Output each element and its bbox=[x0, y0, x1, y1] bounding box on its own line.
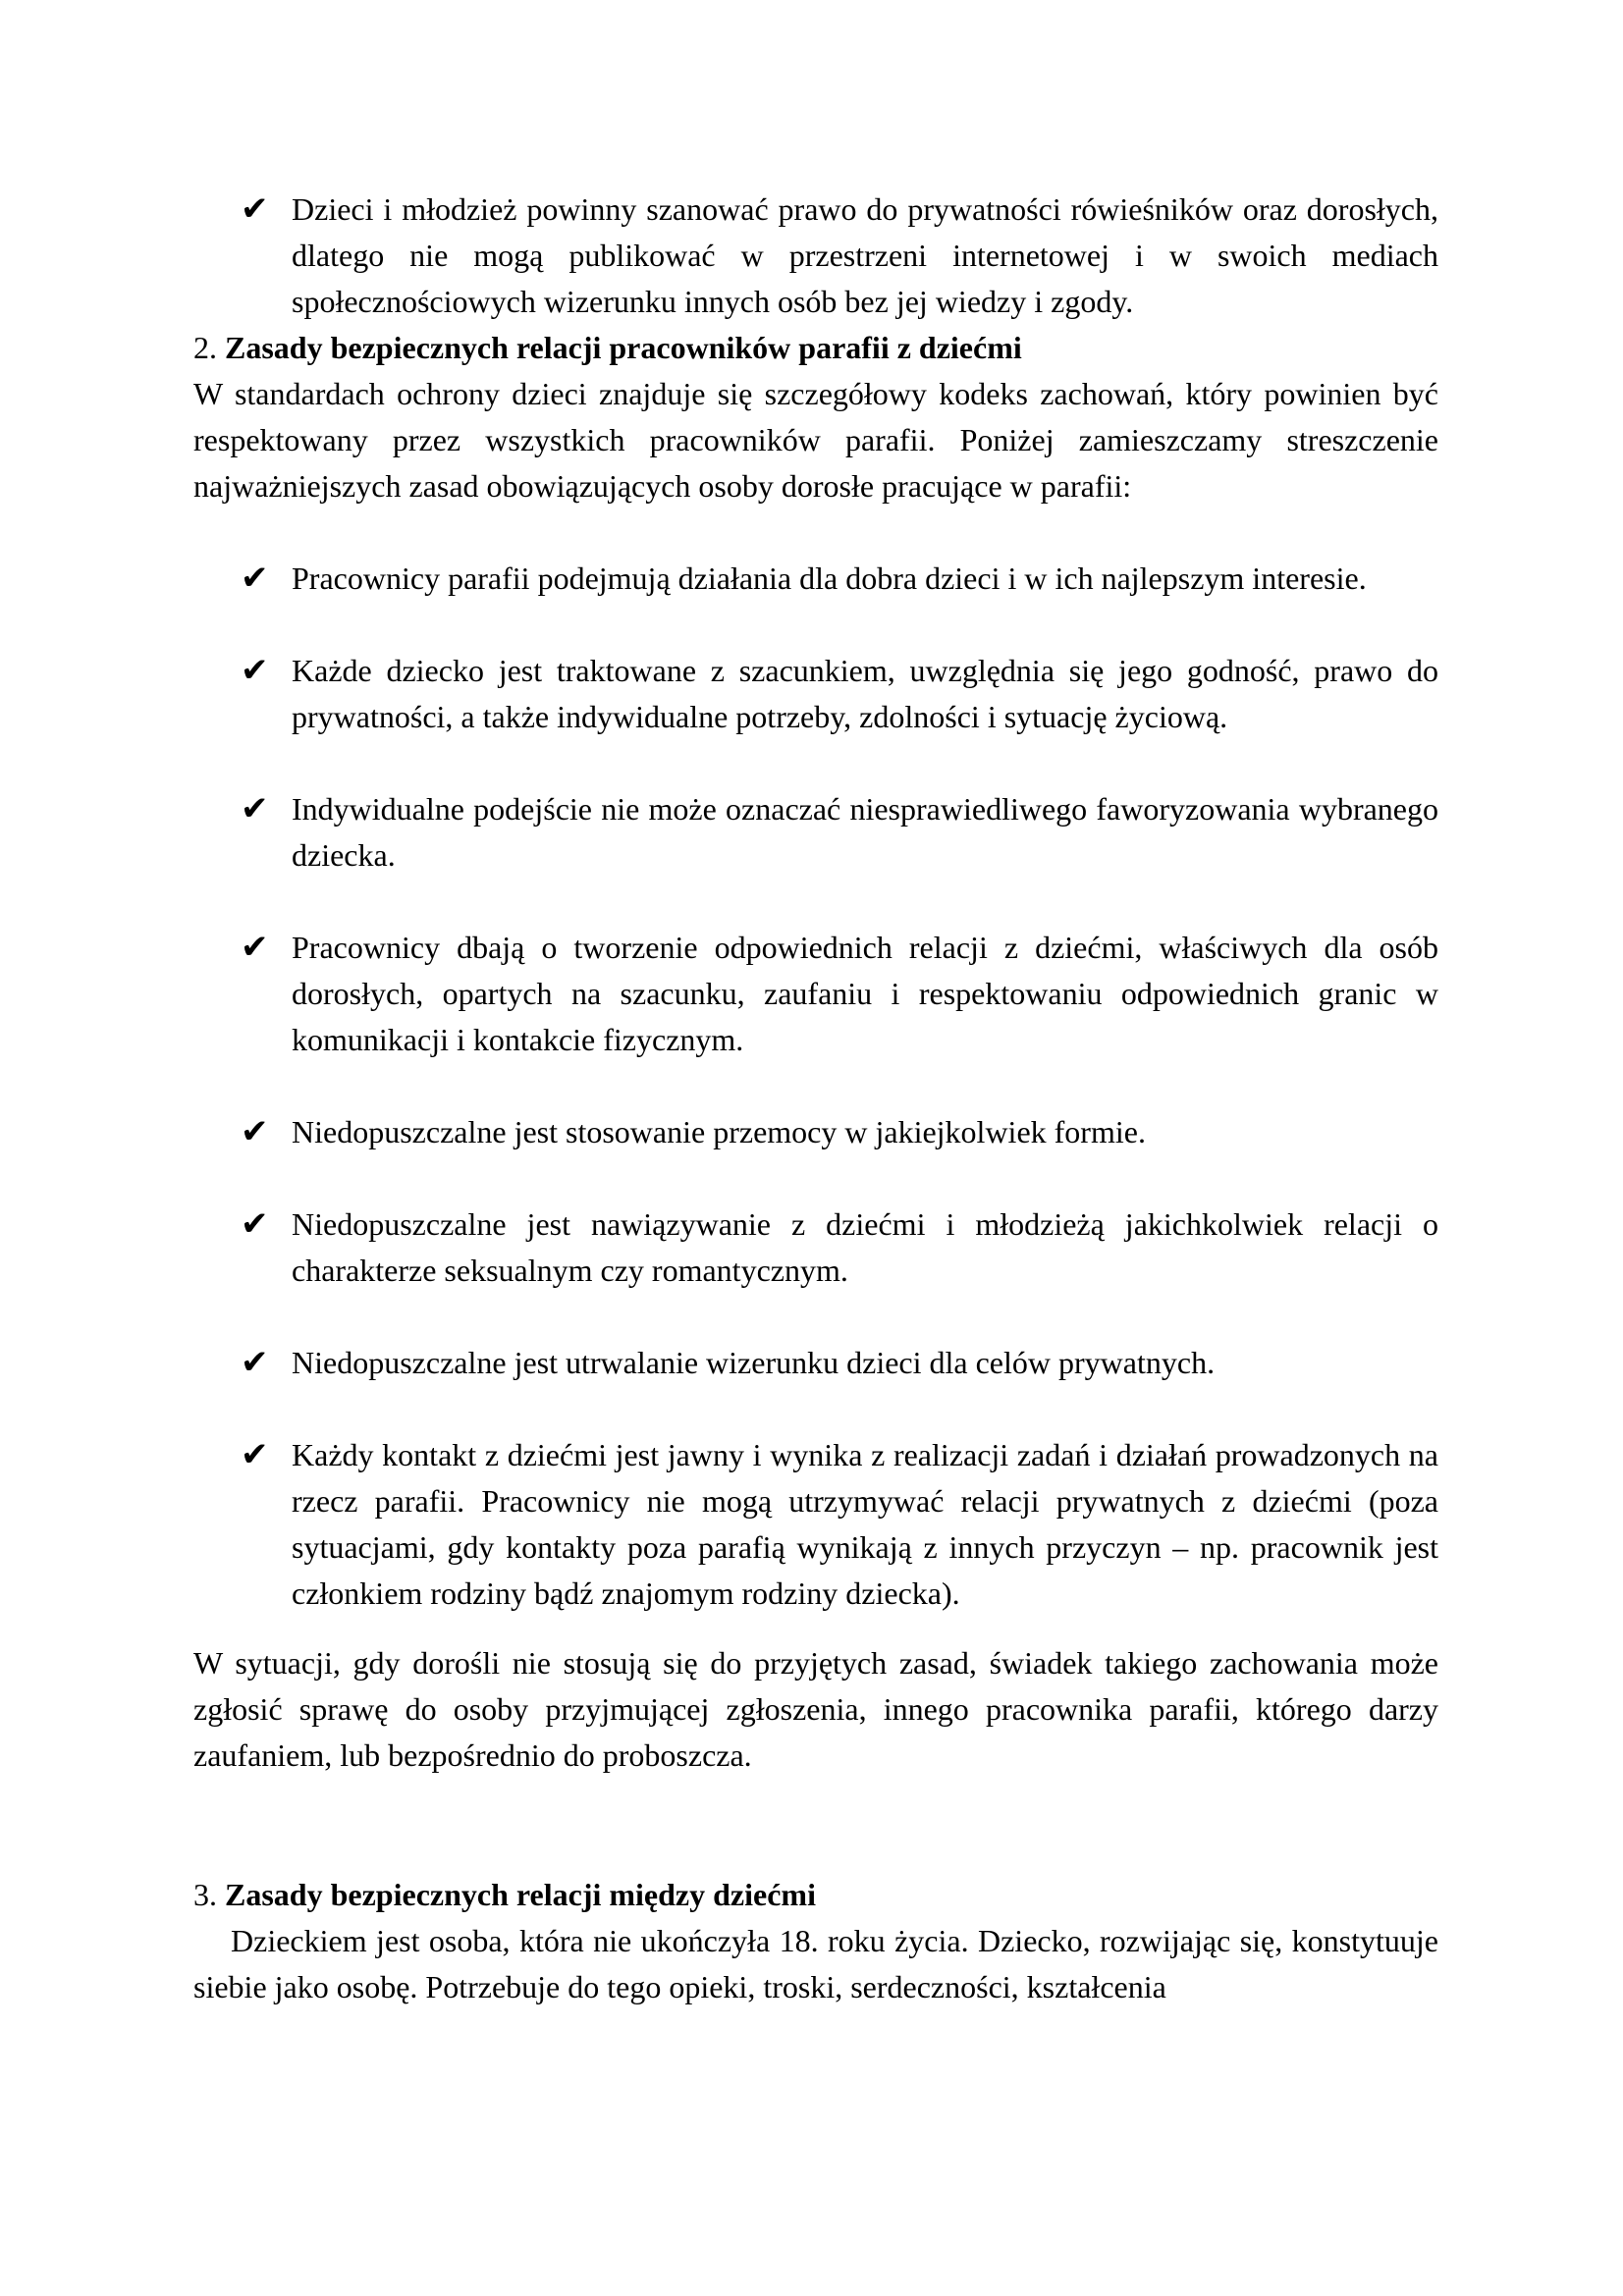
section-2-number: 2. bbox=[193, 330, 217, 365]
check-mark-icon: ✔ bbox=[241, 789, 269, 828]
checklist-section-2 bbox=[193, 556, 1438, 1617]
list-item-text: Pracownicy parafii podejmują działania dla dobra dzieci i w ich najlepszym interesie. bbox=[292, 561, 1367, 596]
list-item-text: Każdy kontakt z dziećmi jest jawny i wynika z realizacji zadań i działań prowadzonych na rzecz parafii. Pracownicy nie mogą utrzymywać relacji prywatnych z dziećmi (poza sytuacjami, gdy kontakty poza parafią wynikają z innych przyczyn – np. pracownik jest członkiem rodziny bądź znajomym rodziny dziecka). bbox=[292, 1437, 1438, 1611]
list-item bbox=[193, 1340, 1438, 1386]
list-item bbox=[193, 187, 1438, 325]
list-item bbox=[193, 1432, 1438, 1617]
list-item-text: Indywidualne podejście nie może oznaczać niesprawiedliwego faworyzowania wybranego dziecka. bbox=[292, 791, 1438, 873]
section-2-title: Zasady bezpiecznych relacji pracowników parafii z dziećmi bbox=[225, 330, 1022, 365]
check-mark-icon: ✔ bbox=[241, 1343, 269, 1382]
list-item-text: Niedopuszczalne jest nawiązywanie z dziećmi i młodzieżą jakichkolwiek relacji o charakterze seksualnym czy romantycznym. bbox=[292, 1206, 1438, 1288]
list-item bbox=[193, 648, 1438, 740]
section-3-heading bbox=[193, 1872, 1438, 1918]
check-mark-icon: ✔ bbox=[241, 189, 269, 229]
list-item bbox=[193, 1201, 1438, 1294]
list-item-text: Niedopuszczalne jest stosowanie przemocy w jakiejkolwiek formie. bbox=[292, 1114, 1146, 1149]
section-3-title: Zasady bezpiecznych relacji między dziećmi bbox=[225, 1877, 816, 1912]
section-3-intro: Dzieckiem jest osoba, która nie ukończyła 18. roku życia. Dziecko, rozwijając się, konstytuuje siebie jako osobę. Potrzebuje do tego opieki, troski, serdeczności, kształcenia bbox=[193, 1923, 1438, 2004]
check-mark-icon: ✔ bbox=[241, 928, 269, 967]
list-item-text: Każde dziecko jest traktowane z szacunkiem, uwzględnia się jego godność, prawo do prywatności, a także indywidualne potrzeby, zdolności i sytuację życiową. bbox=[292, 653, 1438, 734]
check-mark-icon: ✔ bbox=[241, 559, 269, 598]
list-item bbox=[193, 1109, 1438, 1155]
list-item bbox=[193, 556, 1438, 602]
section-2-closing: W sytuacji, gdy dorośli nie stosują się do przyjętych zasad, świadek takiego zachowania może zgłosić sprawę do osoby przyjmującej zgłoszenia, innego pracownika parafii, którego darzy zaufaniem, lub bezpośrednio do proboszcza. bbox=[193, 1645, 1438, 1773]
list-item bbox=[193, 925, 1438, 1063]
list-item-text: Pracownicy dbają o tworzenie odpowiednich relacji z dziećmi, właściwych dla osób dorosłych, opartych na szacunku, zaufaniu i respektowaniu odpowiednich granic w komunikacji i kontakcie fizycznym. bbox=[292, 930, 1438, 1057]
check-mark-icon: ✔ bbox=[241, 1204, 269, 1244]
check-mark-icon: ✔ bbox=[241, 1112, 269, 1151]
check-mark-icon: ✔ bbox=[241, 651, 269, 690]
section-3-number: 3. bbox=[193, 1877, 217, 1912]
document-page bbox=[193, 187, 1438, 2010]
list-item-text: Dzieci i młodzież powinny szanować prawo do prywatności rówieśników oraz dorosłych, dlatego nie mogą publikować w przestrzeni internetowej i w swoich mediach społecznościowych wizerunku innych osób bez jej wiedzy i zgody. bbox=[292, 191, 1438, 319]
list-item bbox=[193, 786, 1438, 879]
section-2-heading bbox=[193, 325, 1438, 371]
section-2-intro: W standardach ochrony dzieci znajduje się szczegółowy kodeks zachowań, który powinien być respektowany przez wszystkich pracowników parafii. Poniżej zamieszczamy streszczenie najważniejszych zasad obowiązujących osoby dorosłe pracujące w parafii: bbox=[193, 376, 1438, 504]
check-mark-icon: ✔ bbox=[241, 1435, 269, 1474]
list-item-text: Niedopuszczalne jest utrwalanie wizerunku dzieci dla celów prywatnych. bbox=[292, 1345, 1216, 1380]
checklist-top bbox=[193, 187, 1438, 325]
